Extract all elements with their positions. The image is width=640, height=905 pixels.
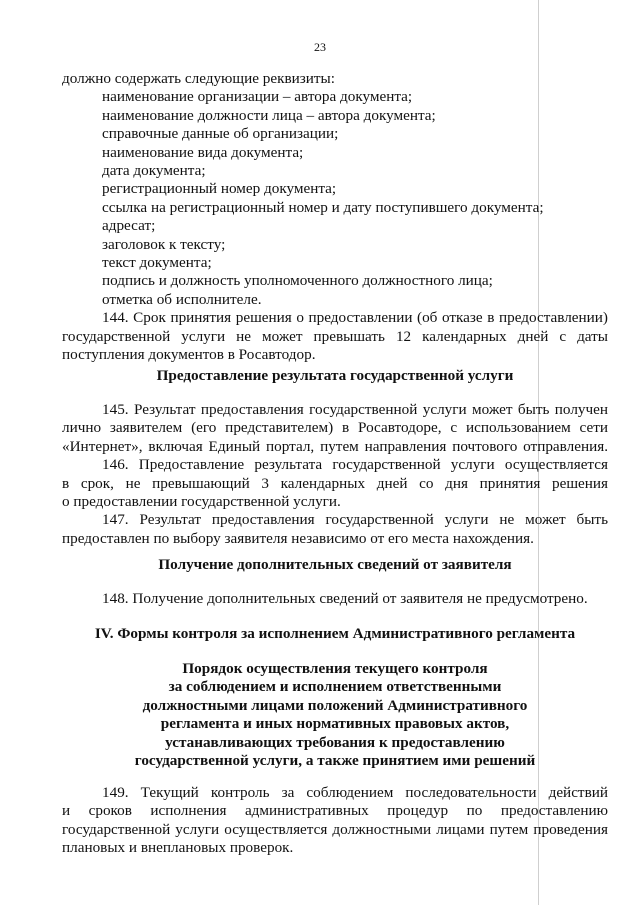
requisite-item: наименование должности лица – автора документа; <box>102 106 436 124</box>
requisite-item: отметка об исполнителе. <box>102 290 262 308</box>
requisite-item: заголовок к тексту; <box>102 235 226 253</box>
requisite-item: адресат; <box>102 217 156 235</box>
paragraph-145-line: 145. Результат предоставления государственной услуги может быть получен <box>102 401 608 418</box>
page-number: 23 <box>314 40 326 54</box>
paragraph-149-line: плановых и внеплановых проверок. <box>62 839 294 857</box>
paragraph-146-line: 146. Предоставление результата государственной услуги осуществляется <box>102 456 608 474</box>
paragraph-146-line: о предоставлении государственной услуги. <box>62 493 341 511</box>
paragraph-147-line: предоставлен по выбору заявителя независимо от его места нахождения. <box>62 529 534 547</box>
paragraph-144-line: поступления документов в Росавтодор. <box>62 346 316 364</box>
heading-current-control <box>62 660 608 770</box>
requisite-item: дата документа; <box>102 162 206 180</box>
heading-line: должностными лицами положений Административного <box>142 696 528 714</box>
heading-additional-info: Получение дополнительных сведений от заявителя <box>158 556 512 573</box>
paragraph-146-line: в срок, не превышающий 3 календарных дней со дня принятия решения <box>62 474 608 492</box>
heading-line: за соблюдением и исполнением ответственными <box>168 678 502 696</box>
paragraph-144-line: государственной услуги не может превышать 12 календарных дней с даты <box>62 327 608 345</box>
paragraph-148-line: 148. Получение дополнительных сведений от заявителя не предусмотрено. <box>102 590 588 607</box>
heading-line: Порядок осуществления текущего контроля <box>182 660 488 677</box>
requisite-item: регистрационный номер документа; <box>102 180 337 198</box>
intro-line: должно содержать следующие реквизиты: <box>62 70 335 87</box>
paragraph-144-line: 144. Срок принятия решения о предоставлении (об отказе в предоставлении) <box>102 309 608 327</box>
heading-result-provision: Предоставление результата государственной услуги <box>156 367 514 384</box>
heading-line: регламента и иных нормативных правовых актов, <box>160 715 510 733</box>
paragraph-149-line: государственной услуги осуществляется должностными лицами путем проведения <box>62 820 608 838</box>
paragraph-145-line: лично заявителем (его представителем) в Росавтодоре, с использованием сети <box>62 419 608 437</box>
paragraph-147-line: 147. Результат предоставления государственной услуги не может быть <box>102 511 608 529</box>
requisite-item: наименование организации – автора документа; <box>102 88 413 106</box>
requisite-item: наименование вида документа; <box>102 143 304 161</box>
paragraph-149-line: 149. Текущий контроль за соблюдением последовательности действий <box>102 784 608 801</box>
paragraph-149-line: и сроков исполнения административных процедур по предоставлению <box>62 802 608 820</box>
paragraph-148 <box>62 590 608 608</box>
requisite-item: ссылка на регистрационный номер и дату поступившего документа; <box>102 198 544 216</box>
requisite-item: текст документа; <box>102 254 212 272</box>
heading-line: государственной услуги, а также принятием ими решений <box>134 752 536 770</box>
paragraph-149 <box>62 784 608 858</box>
requisites-block <box>62 70 608 365</box>
requisite-item: подпись и должность уполномоченного должностного лица; <box>102 272 493 290</box>
requisite-item: справочные данные об организации; <box>102 125 339 143</box>
section-iv-title: IV. Формы контроля за исполнением Административного регламента <box>94 625 576 642</box>
heading-line: устанавливающих требования к предоставлению <box>165 733 505 751</box>
result-paragraphs <box>62 401 608 548</box>
paragraph-145-line: «Интернет», включая Единый портал, путем направления почтового отправления. <box>62 437 608 455</box>
